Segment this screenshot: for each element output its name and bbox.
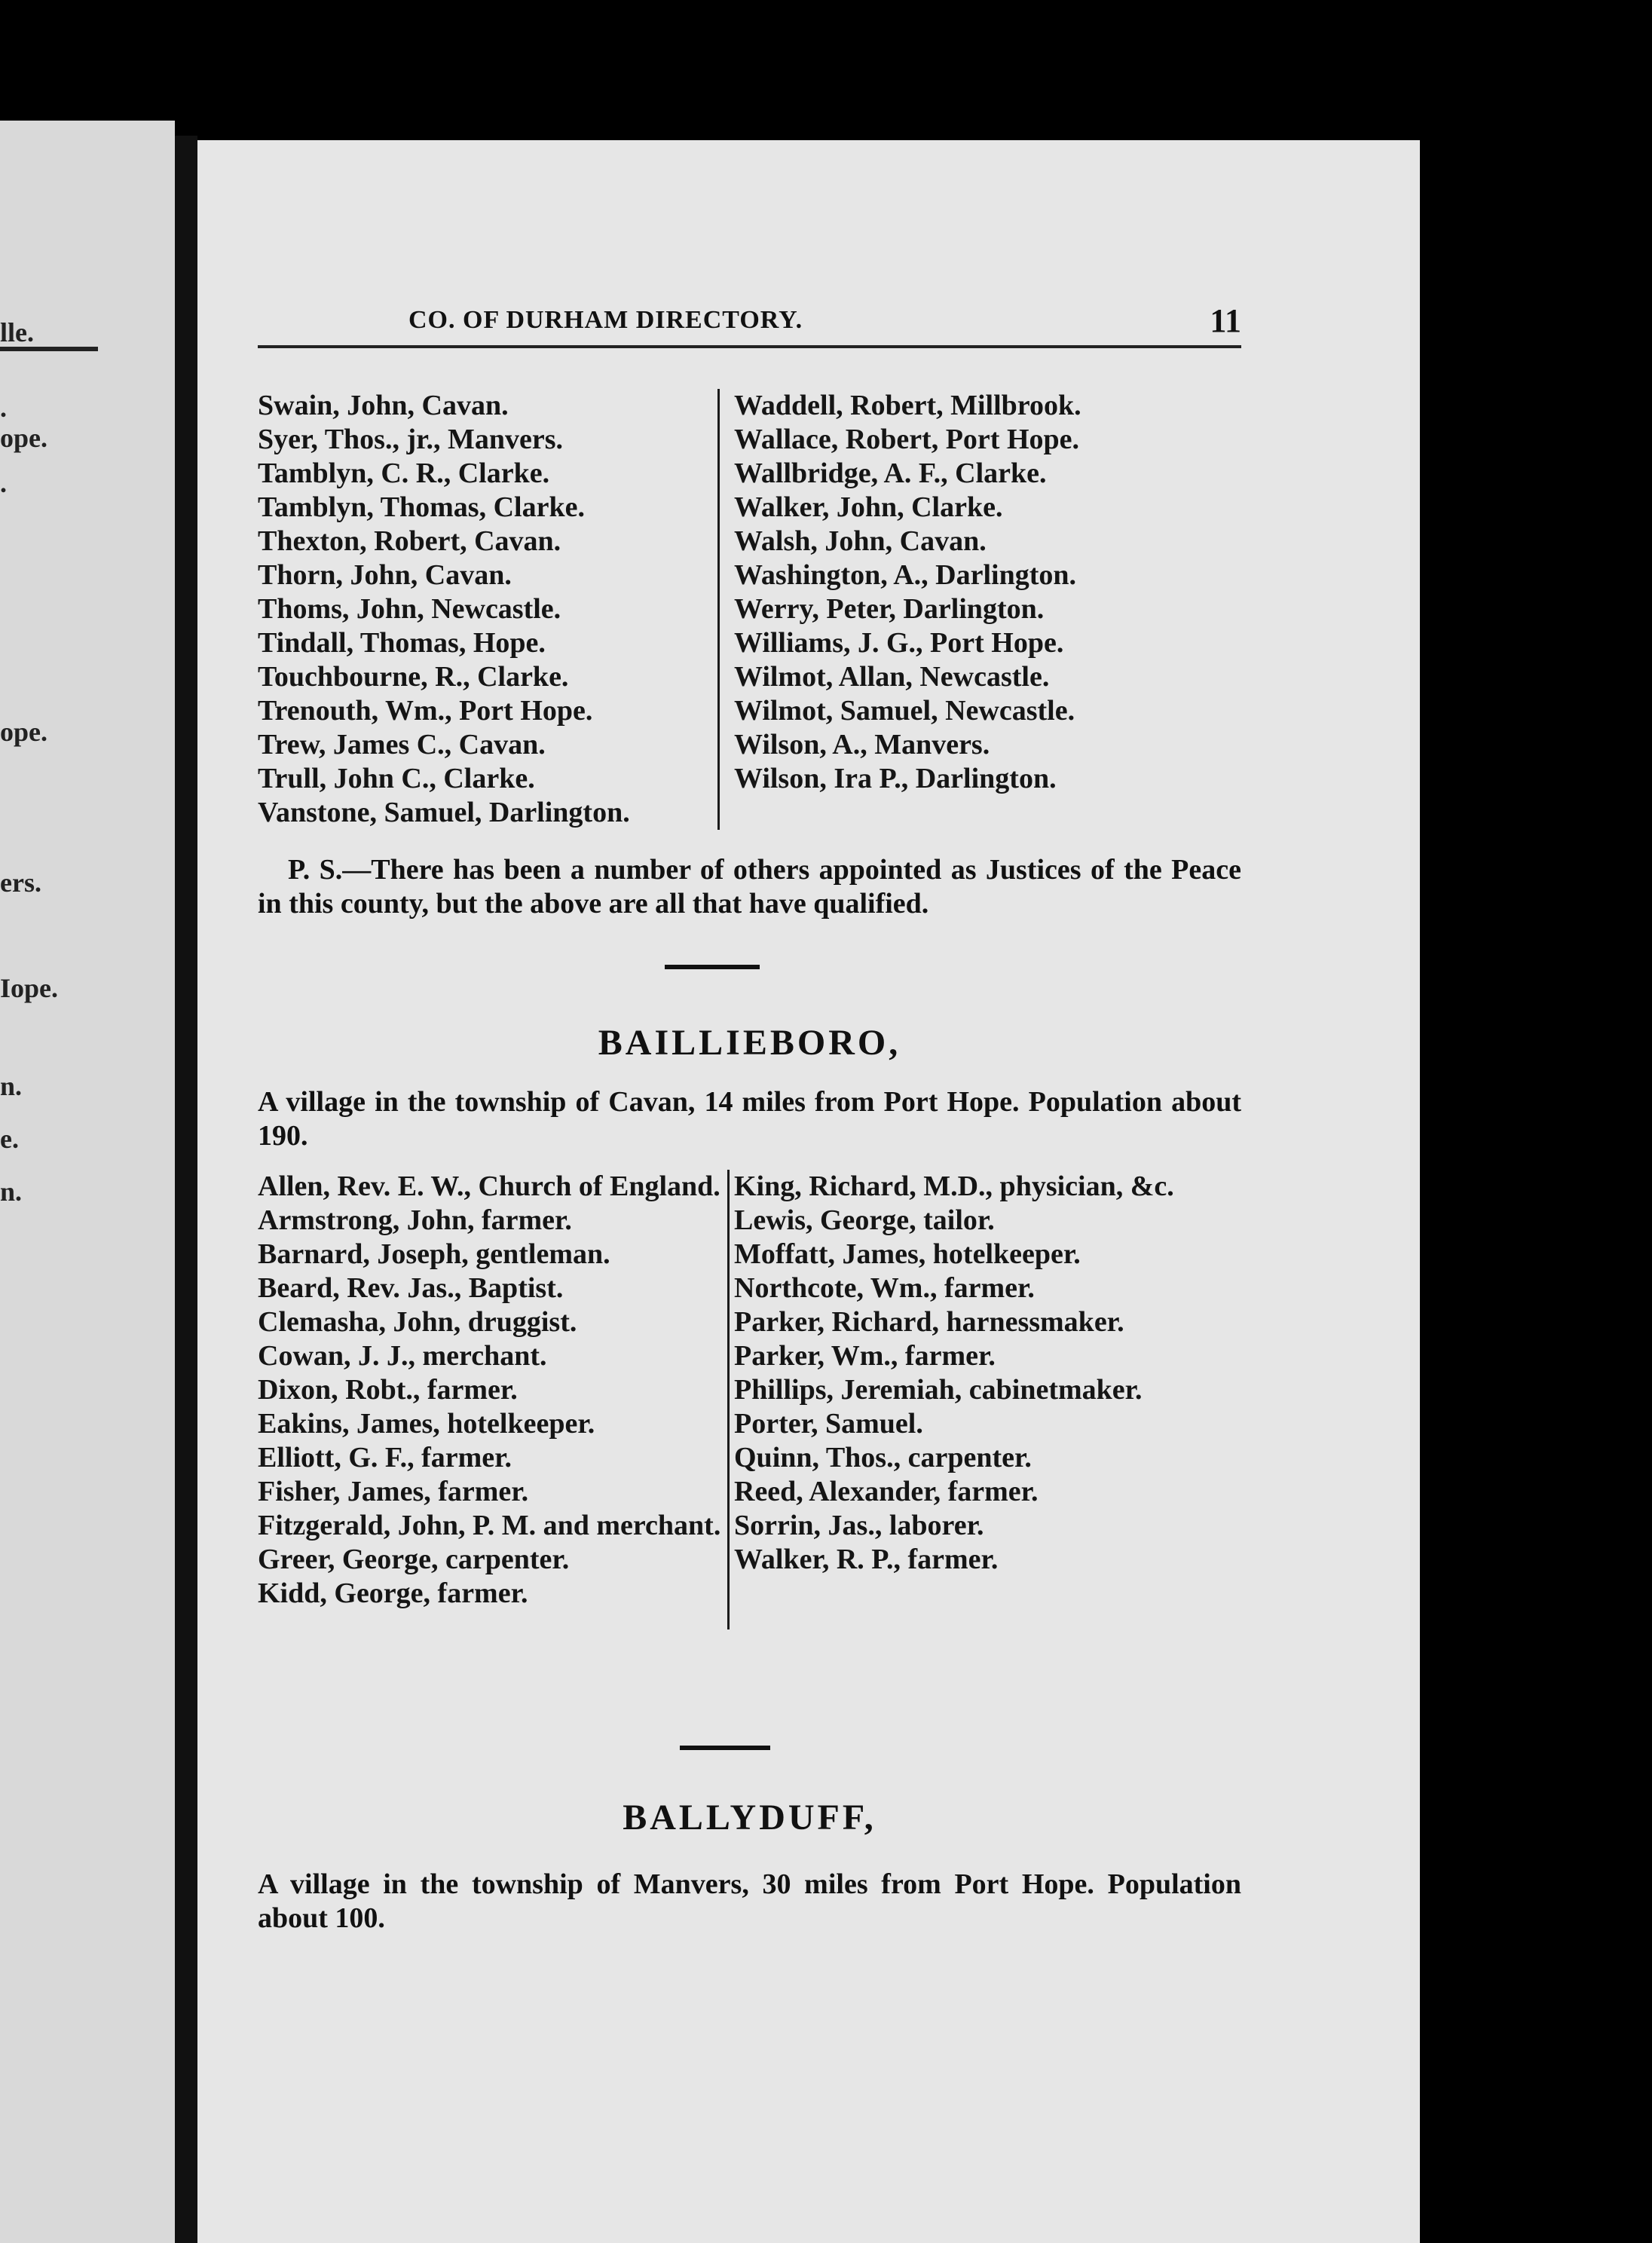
- list-item: Werry, Peter, Darlington.: [734, 593, 1045, 625]
- facing-page-fragment: ers.: [0, 868, 41, 898]
- header-rule: [258, 345, 1241, 348]
- list-item: Clemasha, John, druggist.: [258, 1306, 577, 1338]
- list-item: Tindall, Thomas, Hope.: [258, 627, 546, 659]
- list-item: Trew, James C., Cavan.: [258, 729, 546, 760]
- list-item: Fitzgerald, John, P. M. and merchant.: [258, 1510, 721, 1541]
- column-divider: [727, 1170, 730, 1629]
- list-item: Wallbridge, A. F., Clarke.: [734, 457, 1047, 489]
- list-item: Tamblyn, C. R., Clarke.: [258, 457, 550, 489]
- justices-list-left: [258, 389, 717, 830]
- facing-page-fragment: ope.: [0, 423, 47, 453]
- list-item: Wallace, Robert, Port Hope.: [734, 424, 1080, 455]
- list-item: Fisher, James, farmer.: [258, 1476, 529, 1507]
- list-item: Walsh, John, Cavan.: [734, 525, 987, 557]
- list-item: Vanstone, Samuel, Darlington.: [258, 797, 630, 828]
- facing-page-fragment: Iope.: [0, 973, 59, 1003]
- list-item: Thoms, John, Newcastle.: [258, 593, 561, 625]
- list-item: Walker, John, Clarke.: [734, 491, 1003, 523]
- list-item: Trull, John C., Clarke.: [258, 763, 535, 794]
- section-title-baillieboro: BAILLIEBORO,: [598, 1023, 901, 1063]
- list-item: Quinn, Thos., carpenter.: [734, 1442, 1032, 1473]
- list-item: Thorn, John, Cavan.: [258, 559, 512, 591]
- list-item: Williams, J. G., Port Hope.: [734, 627, 1064, 659]
- facing-page-fragment: .: [0, 468, 7, 498]
- list-item: Cowan, J. J., merchant.: [258, 1340, 547, 1372]
- column-divider: [717, 389, 720, 830]
- list-item: Allen, Rev. E. W., Church of England.: [258, 1170, 720, 1202]
- list-item: Phillips, Jeremiah, cabinetmaker.: [734, 1374, 1143, 1406]
- running-title: CO. OF DURHAM DIRECTORY.: [408, 306, 803, 334]
- list-item: Dixon, Robt., farmer.: [258, 1374, 518, 1406]
- list-item: Touchbourne, R., Clarke.: [258, 661, 569, 693]
- list-item: Eakins, James, hotelkeeper.: [258, 1408, 595, 1440]
- list-item: Parker, Wm., farmer.: [734, 1340, 996, 1372]
- ballyduff-description: A village in the township of Manvers, 30 miles from Port Hope. Population about 100.: [258, 1868, 1241, 1934]
- list-item: Wilmot, Samuel, Newcastle.: [734, 695, 1075, 727]
- list-item: Parker, Richard, harnessmaker.: [734, 1306, 1124, 1338]
- facing-page-fragment: lle.: [0, 317, 34, 347]
- list-item: Wilson, Ira P., Darlington.: [734, 763, 1057, 794]
- list-item: Elliott, G. F., farmer.: [258, 1442, 512, 1473]
- baillieboro-description: A village in the township of Cavan, 14 miles from Port Hope. Population about 190.: [258, 1086, 1241, 1152]
- list-item: Trenouth, Wm., Port Hope.: [258, 695, 593, 727]
- list-item: Walker, R. P., farmer.: [734, 1544, 999, 1575]
- facing-page-fragment: ope.: [0, 717, 47, 747]
- list-item: Tamblyn, Thomas, Clarke.: [258, 491, 585, 523]
- facing-page-edge: [0, 121, 175, 2243]
- list-item: Moffatt, James, hotelkeeper.: [734, 1238, 1081, 1270]
- postscript: P. S.—There has been a number of others appointed as Justices of the Peace in this county, but the above are all that have qualified.: [258, 854, 1241, 920]
- baillieboro-list-right: [734, 1170, 1254, 1577]
- list-item: Armstrong, John, farmer.: [258, 1204, 572, 1236]
- list-item: King, Richard, M.D., physician, &c.: [734, 1170, 1174, 1202]
- list-item: Swain, John, Cavan.: [258, 390, 509, 421]
- directory-page: [197, 140, 1420, 2243]
- list-item: Kidd, George, farmer.: [258, 1577, 528, 1609]
- section-divider: [680, 1746, 770, 1750]
- list-item: Thexton, Robert, Cavan.: [258, 525, 561, 557]
- facing-page-fragment: n.: [0, 1071, 23, 1101]
- facing-page-fragment: .: [0, 393, 7, 423]
- section-title-ballyduff: BALLYDUFF,: [623, 1798, 876, 1838]
- list-item: Wilson, A., Manvers.: [734, 729, 990, 760]
- list-item: Northcote, Wm., farmer.: [734, 1272, 1035, 1304]
- list-item: Beard, Rev. Jas., Baptist.: [258, 1272, 564, 1304]
- justices-list-right: [734, 389, 1254, 796]
- list-item: Waddell, Robert, Millbrook.: [734, 390, 1081, 421]
- list-item: Porter, Samuel.: [734, 1408, 923, 1440]
- section-divider: [665, 965, 760, 969]
- list-item: Barnard, Joseph, gentleman.: [258, 1238, 610, 1270]
- page-number: 11: [1210, 302, 1241, 339]
- list-item: Wilmot, Allan, Newcastle.: [734, 661, 1050, 693]
- list-item: Greer, George, carpenter.: [258, 1544, 570, 1575]
- book-gutter: [175, 136, 197, 2243]
- facing-page-fragment: n.: [0, 1177, 23, 1207]
- list-item: Lewis, George, tailor.: [734, 1204, 995, 1236]
- running-header: [258, 302, 1241, 342]
- list-item: Reed, Alexander, farmer.: [734, 1476, 1039, 1507]
- baillieboro-list-left: [258, 1170, 725, 1611]
- facing-page-fragment: e.: [0, 1124, 19, 1154]
- list-item: Washington, A., Darlington.: [734, 559, 1076, 591]
- list-item: Sorrin, Jas., laborer.: [734, 1510, 984, 1541]
- list-item: Syer, Thos., jr., Manvers.: [258, 424, 564, 455]
